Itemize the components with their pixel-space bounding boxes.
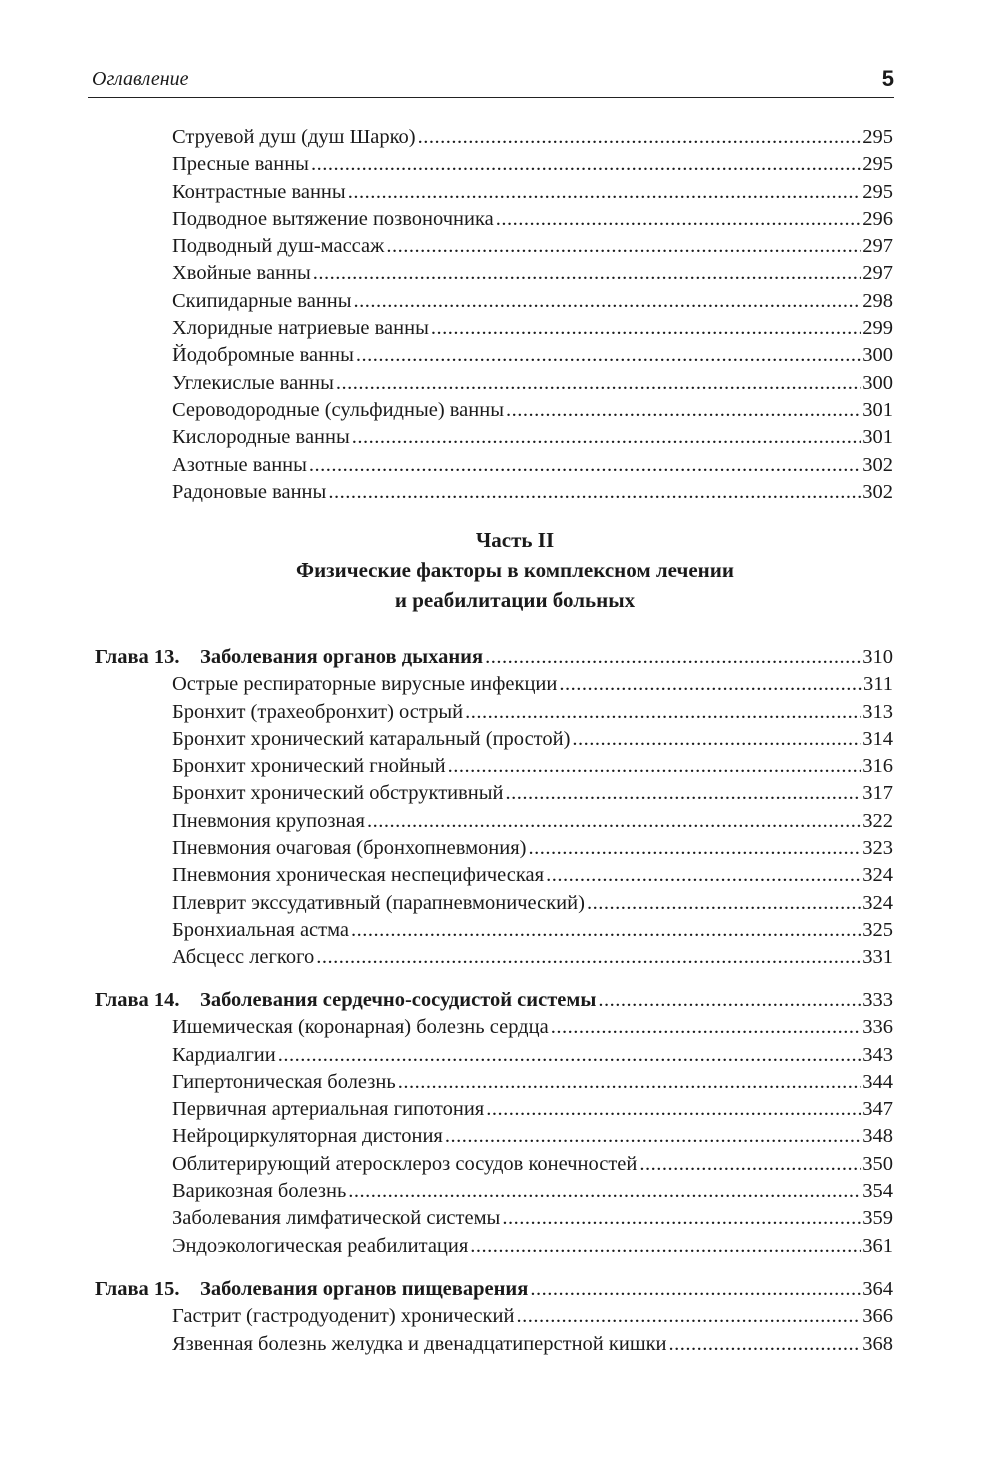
dot-leader (504, 397, 861, 424)
dot-leader (500, 1205, 861, 1232)
toc-entry[interactable] (172, 479, 893, 506)
page-number: 5 (881, 66, 894, 91)
toc-entry-page: 347 (862, 1098, 893, 1121)
dot-leader (514, 1303, 861, 1330)
toc-entry-page: 343 (862, 1043, 893, 1066)
toc-entry-title: Подводное вытяжение позвоночника (172, 207, 494, 230)
toc-entry[interactable] (172, 890, 893, 917)
toc-entry[interactable] (172, 1151, 893, 1178)
toc-entry-page: 302 (862, 480, 893, 503)
dot-leader (557, 671, 862, 698)
chapter-title: Заболевания сердечно-сосудистой системы (200, 989, 597, 1011)
toc-entry-title: Бронхит хронический обструктивный (172, 782, 504, 805)
dot-leader (585, 890, 861, 917)
toc-entry-title: Сероводородные (сульфидные) ванны (172, 398, 504, 421)
toc-entry-title: Контрастные ванны (172, 180, 346, 203)
toc-entry[interactable] (172, 808, 893, 835)
toc-entry[interactable] (172, 1205, 893, 1232)
toc-entry-title: Бронхит хронический гнойный (172, 755, 446, 778)
toc-entry-title: Заболевания лимфатической системы (172, 1207, 501, 1230)
dot-leader (596, 987, 861, 1014)
toc-entry-title: Йодобромные ванны (172, 344, 354, 367)
toc-entry-page: 311 (863, 673, 893, 696)
toc-entry-page: 313 (862, 700, 893, 723)
toc-entry[interactable] (172, 835, 893, 862)
toc-entry-title: Острые респираторные вирусные инфекции (172, 673, 558, 696)
toc-entry[interactable] (172, 1014, 893, 1041)
toc-entry-title: Облитерирующий атеросклероз сосудов конечностей (172, 1152, 638, 1175)
toc-entry[interactable] (172, 699, 893, 726)
toc-entry[interactable] (172, 1096, 893, 1123)
chapter-page: 364 (862, 1278, 893, 1300)
toc-entry[interactable] (172, 1042, 893, 1069)
dot-leader (309, 151, 861, 178)
toc-entry[interactable] (172, 862, 893, 889)
toc-continued-entries (0, 124, 1000, 506)
dot-leader (346, 1178, 861, 1205)
toc-entry-page: 368 (862, 1332, 893, 1355)
toc-entry-page: 301 (862, 398, 893, 421)
toc-entry[interactable] (172, 124, 893, 151)
toc-entry-title: Пневмония крупозная (172, 809, 365, 832)
dot-leader (528, 1276, 861, 1303)
dot-leader (483, 644, 861, 671)
chapter-number: Глава 15. (95, 1278, 180, 1300)
dot-leader (352, 288, 862, 315)
dot-leader (416, 124, 862, 151)
chapter-entry[interactable] (95, 1276, 893, 1303)
dot-leader (276, 1042, 862, 1069)
toc-entry-title: Кислородные ванны (172, 426, 350, 449)
dot-leader (346, 179, 862, 206)
toc-entry[interactable] (172, 342, 893, 369)
toc-entry[interactable] (172, 233, 893, 260)
toc-entry-title: Абсцесс легкого (172, 946, 315, 969)
toc-entry-title: Пневмония очаговая (бронхопневмония) (172, 837, 527, 860)
toc-entry[interactable] (172, 780, 893, 807)
toc-entry-page: 359 (862, 1207, 893, 1230)
toc-entry-page: 344 (862, 1070, 893, 1093)
toc-entry-page: 316 (862, 755, 893, 778)
part-label: Часть II (475, 528, 555, 552)
dot-leader (429, 315, 861, 342)
dot-leader (494, 206, 862, 233)
toc-entry-page: 298 (862, 289, 893, 312)
toc-entry-title: Плеврит экссудативный (парапневмонический) (172, 891, 585, 914)
toc-entry-title: Первичная артериальная гипотония (172, 1098, 485, 1121)
toc-entry[interactable] (172, 1178, 893, 1205)
toc-entry-page: 325 (862, 918, 893, 941)
toc-entry-page: 354 (862, 1180, 893, 1203)
toc-entry-title: Пневмония хроническая неспецифическая (172, 864, 545, 887)
dot-leader (311, 260, 861, 287)
toc-entry-page: 297 (862, 235, 893, 258)
toc-entry[interactable] (172, 179, 893, 206)
toc-entry-page: 361 (862, 1234, 893, 1257)
dot-leader (314, 944, 861, 971)
toc-entry-title: Углекислые ванны (172, 371, 334, 394)
chapter-13-block (0, 644, 1000, 972)
dot-leader (349, 917, 861, 944)
toc-entry-title: Азотные ванны (172, 453, 307, 476)
toc-entry-page: 322 (862, 809, 893, 832)
toc-entry-page: 324 (862, 891, 893, 914)
dot-leader (446, 753, 862, 780)
chapter-page: 333 (862, 989, 893, 1011)
toc-entry-page: 350 (862, 1152, 893, 1175)
toc-entry[interactable] (172, 315, 893, 342)
chapter-title: Заболевания органов пищеварения (200, 1278, 529, 1300)
toc-entry-page: 295 (862, 126, 893, 148)
dot-leader (637, 1151, 861, 1178)
dot-leader (365, 808, 861, 835)
dot-leader (326, 479, 861, 506)
toc-entry-page: 301 (862, 426, 893, 449)
dot-leader (396, 1069, 862, 1096)
toc-entry-title: Язвенная болезнь желудка и двенадцатиперстной кишки (172, 1332, 667, 1355)
toc-entry[interactable] (172, 1331, 893, 1358)
header-divider (88, 97, 894, 98)
toc-entry-title: Варикозная болезнь (172, 1180, 347, 1203)
dot-leader (463, 699, 861, 726)
toc-entry-page: 295 (862, 153, 893, 176)
toc-entry-page: 324 (862, 864, 893, 887)
toc-entry-page: 331 (862, 946, 893, 969)
toc-entry-title: Бронхиальная астма (172, 918, 350, 941)
dot-leader (307, 452, 861, 479)
toc-entry-title: Хвойные ванны (172, 262, 311, 285)
toc-entry-page: 300 (862, 344, 893, 367)
toc-entry[interactable] (172, 397, 893, 424)
toc-entry-title: Струевой душ (душ Шарко) (172, 126, 416, 148)
toc-entry-page: 302 (862, 453, 893, 476)
toc-entry-title: Скипидарные ванны (172, 289, 352, 312)
toc-entry-title: Радоновые ванны (172, 480, 327, 503)
toc-entry[interactable] (172, 671, 893, 698)
chapter-page: 310 (862, 646, 893, 668)
dot-leader (549, 1014, 862, 1041)
toc-entry-title: Подводный душ-массаж (172, 235, 385, 258)
toc-entry-page: 348 (862, 1125, 893, 1148)
dot-leader (667, 1331, 862, 1358)
toc-entry-title: Эндоэкологическая реабилитация (172, 1234, 469, 1257)
toc-entry-page: 323 (862, 837, 893, 860)
toc-entry-title: Ишемическая (коронарная) болезнь сердца (172, 1016, 549, 1039)
toc-entry-page: 314 (862, 727, 893, 750)
toc-entry-page: 317 (862, 782, 893, 805)
chapter-number: Глава 14. (95, 989, 180, 1011)
dot-leader (468, 1233, 861, 1260)
toc-entry-title: Нейроциркуляторная дистония (172, 1125, 443, 1148)
dot-leader (484, 1096, 861, 1123)
dot-leader (570, 726, 861, 753)
toc-entry[interactable] (172, 753, 893, 780)
running-header-title: Оглавление (92, 68, 189, 90)
toc-entry-page: 366 (862, 1305, 893, 1328)
toc-entry[interactable] (172, 151, 893, 178)
dot-leader (354, 342, 861, 369)
toc-entry-title: Бронхит (трахеобронхит) острый (172, 700, 464, 723)
toc-entry-page: 336 (862, 1016, 893, 1039)
toc-entry[interactable] (172, 424, 893, 451)
toc-entry[interactable] (172, 1069, 893, 1096)
dot-leader (527, 835, 862, 862)
toc-entry-title: Кардиалгии (172, 1043, 276, 1066)
toc-entry-title: Гастрит (гастродуоденит) хронический (172, 1305, 515, 1328)
toc-entry-title: Пресные ванны (172, 153, 309, 176)
toc-entry-page: 297 (862, 262, 893, 285)
toc-entry[interactable] (172, 370, 893, 397)
toc-entry-title: Гипертоническая болезнь (172, 1070, 396, 1093)
part-title-line-2: и реабилитации больных (394, 588, 636, 612)
toc-entry[interactable] (172, 944, 893, 971)
toc-entry-page: 296 (862, 207, 893, 230)
toc-entry-page: 299 (862, 317, 893, 340)
dot-leader (504, 780, 862, 807)
chapter-number: Глава 13. (95, 646, 180, 668)
chapter-title: Заболевания органов дыхания (200, 646, 484, 668)
toc-entry-title: Хлоридные натриевые ванны (172, 317, 429, 340)
dot-leader (443, 1123, 861, 1150)
chapter-15-block (0, 1276, 1000, 1358)
chapter-entry[interactable] (95, 987, 893, 1014)
dot-leader (350, 424, 861, 451)
dot-leader (544, 862, 861, 889)
chapter-14-block (0, 987, 1000, 1260)
toc-entry-title: Бронхит хронический катаральный (простой) (172, 727, 571, 750)
toc-entry[interactable] (172, 726, 893, 753)
toc-entry[interactable] (172, 1303, 893, 1330)
toc-entry[interactable] (172, 1123, 893, 1150)
toc-entry[interactable] (172, 288, 893, 315)
dot-leader (384, 233, 861, 260)
part-title-line-1: Физические факторы в комплексном лечении (296, 558, 734, 582)
toc-entry-page: 295 (862, 180, 893, 203)
dot-leader (334, 370, 861, 397)
toc-entry[interactable] (172, 206, 893, 233)
toc-entry[interactable] (172, 260, 893, 287)
toc-entry[interactable] (172, 452, 893, 479)
chapter-entry[interactable] (95, 644, 893, 671)
toc-entry[interactable] (172, 917, 893, 944)
part-heading (0, 525, 1000, 615)
toc-entry[interactable] (172, 1233, 893, 1260)
toc-entry-page: 300 (862, 371, 893, 394)
